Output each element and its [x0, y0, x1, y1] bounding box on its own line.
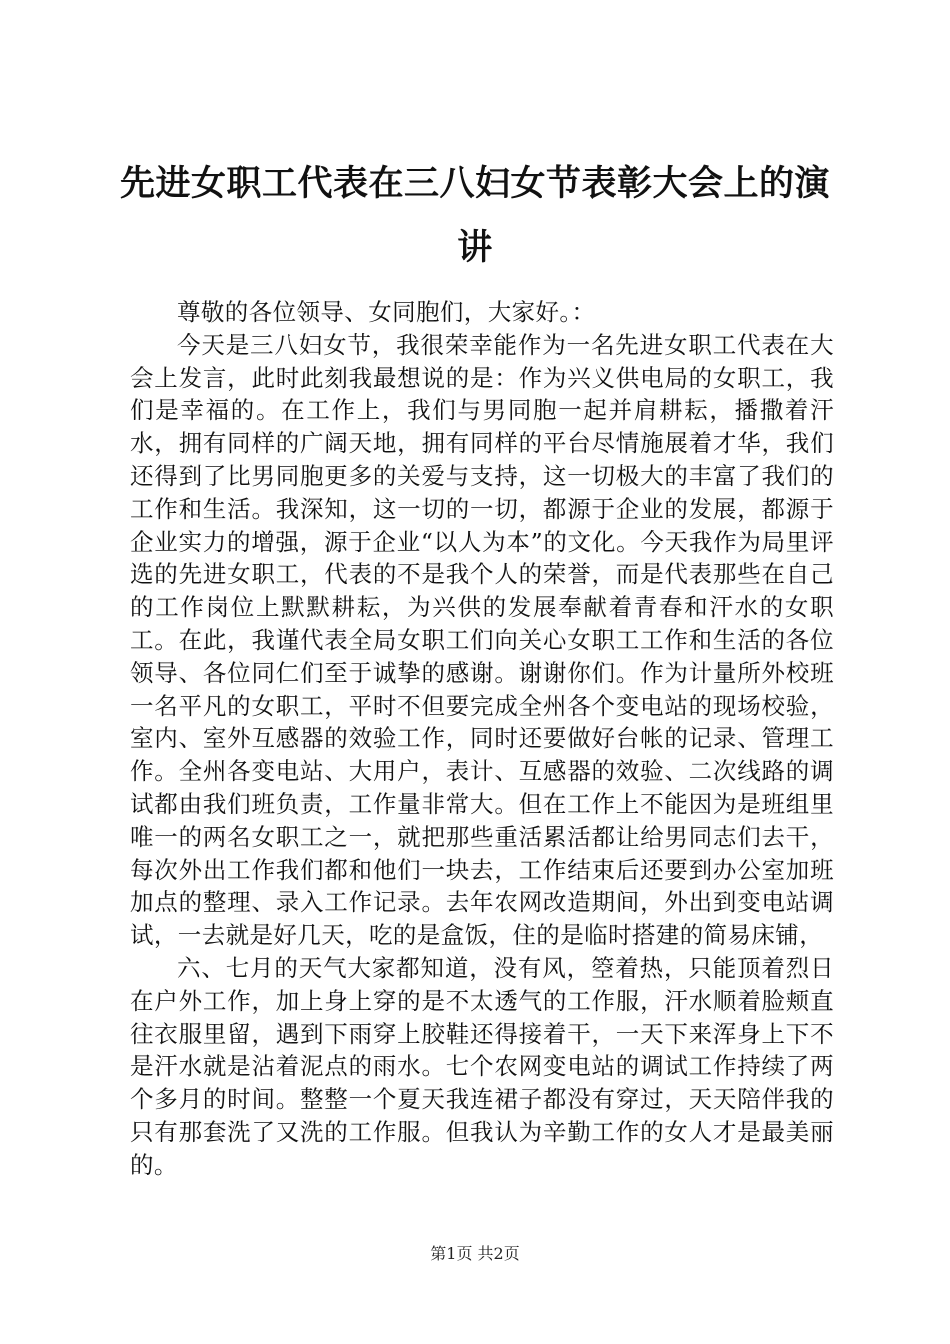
- document-title: 先进女职工代表在三八妇女节表彰大会上的演讲: [119, 163, 830, 268]
- body-paragraph: 今天是三八妇女节，我很荣幸能作为一名先进女职工代表在大会上发言，此时此刻我最想说的是：作为兴义供电局的女职工，我们是幸福的。在工作上，我们与男同胞一起并肩耕耘，播撒着汗水，拥有同样的广阔天地，拥有同样的平台尽情施展着才华，我们还得到了比男同胞更多的关爱与支持，这一切极大的丰富了我们的工作和生活。我深知，这一切的一切，都源于企业的发展，都源于企业实力的增强，源于企业“以人为本”的文化。今天我作为局里评选的先进女职工，代表的不是我个人的荣誉，而是代表那些在自己的工作岗位上默默耕耘，为兴供的发展奉献着青春和汗水的女职工。在此，我谨代表全局女职工们向关心女职工工作和生活的各位领导、各位同仁们至于诚挚的感谢。谢谢你们。作为计量所外校班一名平凡的女职工，平时不但要完成全州各个变电站的现场校验，室内、室外互感器的效验工作，同时还要做好台帐的记录、管理工作。全州各变电站、大用户，表计、互感器的效验、二次线路的调试都由我们班负责，工作量非常大。但在工作上不能因为是班组里唯一的两名女职工之一，就把那些重活累活都让给男同志们去干，每次外出工作我们都和他们一块去，工作结束后还要到办公室加班加点的整理、录入工作记录。去年农网改造期间，外出到变电站调试，一去就是好几天，吃的是盒饭，住的是临时搭建的简易床铺，: [130, 330, 834, 950]
- body-paragraph: 六、七月的天气大家都知道，没有风，箜着热，只能顶着烈日在户外工作，加上身上穿的是不太透气的工作服，汗水顺着脸颊直往衣服里留，遇到下雨穿上胶鞋还得接着干，一天下来浑身上下不是汗水就是沾着泥点的雨水。七个农网变电站的调试工作持续了两个多月的时间。整整一个夏天我连裙子都没有穿过，天天陪伴我的只有那套洗了又洗的工作服。但我认为辛勤工作的女人才是最美丽的。: [130, 953, 834, 1179]
- salutation-paragraph: 尊敬的各位领导、女同胞们，大家好。：: [177, 298, 596, 326]
- document-body: [130, 296, 834, 1182]
- page-footer: 第1页 共2页: [430, 1244, 520, 1263]
